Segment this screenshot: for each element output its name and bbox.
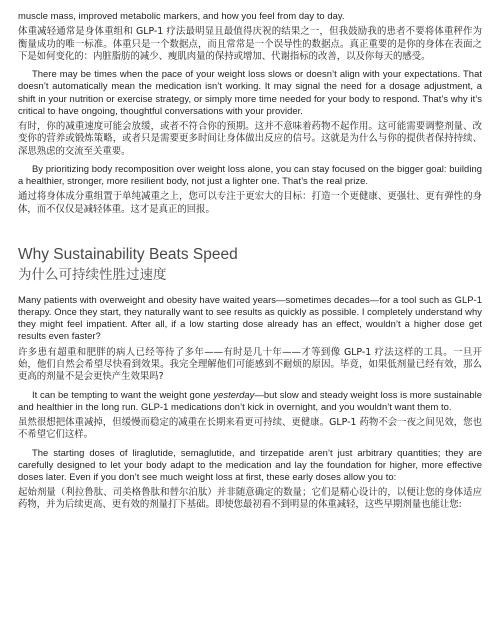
paragraph-fragment: muscle mass, improved metabolic markers, and how you feel from day to day. (18, 10, 345, 21)
paragraph-en-slow-steady (18, 389, 482, 413)
paragraph-zh-slow-steady: 虽然很想把体重减掉，但缓慢而稳定的减重在长期来看更可持续、更健康。GLP-1 药物不会一夜之间见效，您也不希望它们这样。 (18, 416, 482, 441)
emphasis-yesterday: yesterday (213, 388, 255, 400)
paragraph-en-recomposition: By prioritizing body recomposition over weight loss alone, you can stay focused on the bigger goal: building a healthier, stronger, more resilient body, not just a lighter one. That’s the real prize. (18, 162, 482, 186)
section-heading-en: Why Sustainability Beats Speed (18, 245, 238, 263)
paragraph-zh-recomposition: 通过将身体成分重组置于单纯减重之上，您可以专注于更宏大的目标：打造一个更健康、更强壮、更有弹性的身体，而不仅仅是减轻体重。这才是真正的回报。 (18, 191, 482, 215)
paragraph-zh-starting-doses: 起始剂量（利拉鲁肽、司美格鲁肽和替尔泊肽）并非随意确定的数量；它们是精心设计的，以便让您的身体适应药物，并为后续更高、更有效的剂量打下基础。即使您最初看不到明显的体重减轻，这些早期剂量也能让您: (18, 487, 482, 511)
text-run: —but slow and steady weight loss is more sustainable and healthier in the long run. GLP-1 medications don’t kick in overnight, and you wouldn’t want them to. (18, 388, 482, 412)
paragraph-zh-body-composition: 体重减轻通常是身体重组和 GLP-1 疗法最明显且最值得庆祝的结果之一，但我鼓励我的患者不要将体重秤作为衡量成功的唯一标准。体重只是一个数据点，而且常常是一个误导性的数据点。真正重要的是你的身体在表面之下是如何变化的：内脏脂肪的减少、瘦肌肉量的保持或增加、代谢指标的改善，以及你每天的感受。 (18, 26, 482, 62)
paragraph-en-weight-loss-pace: There may be times when the pace of your weight loss slows or doesn’t align with your expectations. That doesn’t automatically mean the medication isn’t working. It may signal the need for a dosage adjustment, a shift in your nutrition or exercise strategy, or simply more time needed for your body to respond. That’s why it’s critical to have ongoing, thoughtful conversations with your provider. (18, 68, 482, 116)
paragraph-en-starting-doses: The starting doses of liraglutide, semaglutide, and tirzepatide aren’t just arbitrary quantities; they are carefully designed to let your body adapt to the medication and lay the foundation for higher, more effective doses later. Even if you don’t see much weight loss at first, these early doses allow you to: (18, 446, 482, 482)
section-heading-zh: 为什么可持续性胜过速度 (18, 266, 167, 283)
paragraph-zh-weight-loss-pace: 有时，你的减重速度可能会放缓，或者不符合你的预期。这并不意味着药物不起作用。这可能需要调整剂量、改变你的营养或锻炼策略，或者只是需要更多时间让身体做出反应的信号。这就是为什么与你的提供者保持持续、深思熟虑的交流至关重要。 (18, 120, 482, 157)
paragraph-en-patients-waited: Many patients with overweight and obesity have waited years—sometimes decades—for a tool such as GLP-1 therapy. Once they start, they naturally want to see results as quickly as possible. I completely understand why they might feel impatient. After all, if a low starting dose already has an effect, wouldn’t a higher dose get results even faster? (18, 293, 482, 342)
text-run: It can be tempting to want the weight gone (32, 388, 214, 400)
paragraph-zh-patients-waited: 许多患有超重和肥胖的病人已经等待了多年——有时是几十年——才等到像 GLP-1 疗法这样的工具。一旦开始，他们自然会希望尽快看到效果。我完全理解他们可能感到不耐烦的原因。毕竟，如果低剂量已经有效，那么更高的剂量不是会更快产生效果吗? (18, 346, 482, 383)
